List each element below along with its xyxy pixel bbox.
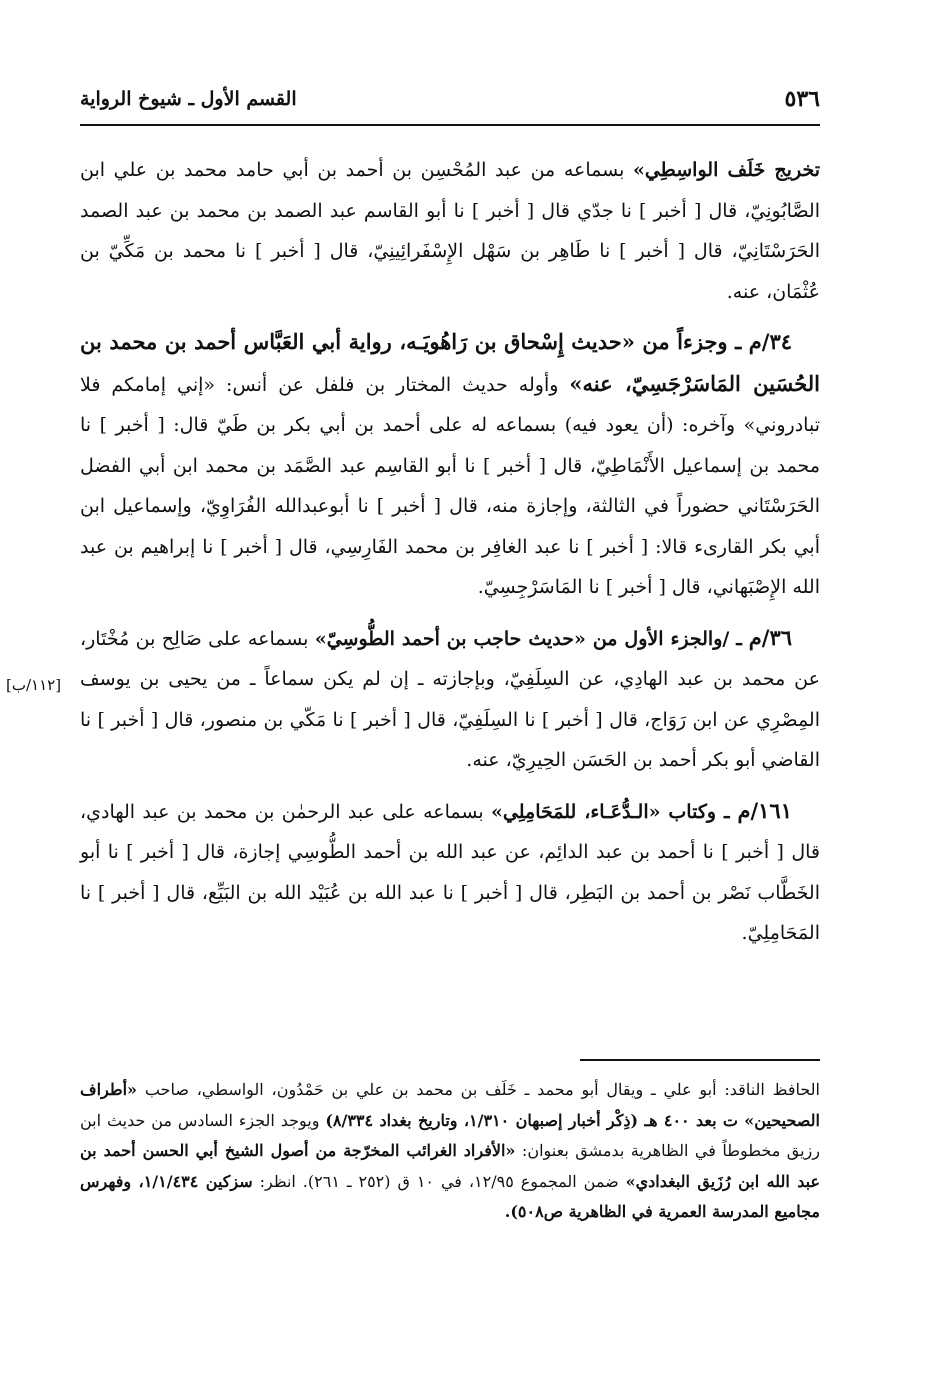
footnote-text-b: ويوجد الجزء السادس من حديث ابن رزيق مخطوطاً في الظاهرية بدمشق بعنوان: [80,1110,821,1160]
footnote-text-c: ضمن المجموع ١٢/٩٥، في ١٠ ق (٢٥٢ ـ ٢٦١). انظر: [252,1171,626,1191]
paragraph-4-number: ١٦١/م [737,797,792,823]
paragraph-4 [80,791,820,954]
paragraph-1-lead: تخريج خَلَف الواسِطِي» [632,159,820,181]
paragraph-4-text: بسماعه على عبد الرحمٰن بن محمد بن عبد الهادي، قال [ أخبر ] نا أحمد بن عبد الدائِم، عن عبد الله بن أحمد الطُّوسِي إجازة، قال [ أخبر ] نا أبو الخَطَّاب نَصْر بن أحمد بن البَطِر، قال [ أخبر ] نا عبد الله بن عُبَيْد الله بن البَيِّع، قال [ أخبر ] نا المَحَامِلِيّ. [80,800,820,944]
running-head: القسم الأول ـ شيوخ الرواية [80,88,297,110]
paragraph-4-lead: ـ وكتاب «الـدُّعَـاء، للمَحَامِلِي» [491,800,738,823]
paragraph-3-number: ٣٦/م [748,624,792,650]
footnote-rule [580,1059,820,1061]
page-header [80,86,820,120]
footnote [80,1075,820,1228]
header-rule [80,124,820,126]
paragraph-2-lead: ـ وجزءاً من «حديث إِسْحاق بن رَاهُويَـه، رواية أبي العَبَّاس أحمد بن محمد بن الحُسَين المَاسَرْجَسِيّ، عنه» [80,329,820,396]
footnote-bold-a: «أطراف الصحيحين» ت بعد ٤٠٠ هـ (ذِكْر أخبار إصبهان ١/٣١٠، وتاريخ بغداد ٨/٣٣٤) [80,1080,820,1130]
margin-folio-note: [١١٢/ب] [6,676,62,694]
paragraph-1 [80,150,820,312]
paragraph-1-text: بسماعه من عبد المُحْسِن بن أحمد بن أبي حامد محمد بن علي ابن الصَّابُونِيّ، قال [ أخبر ] نا جدّي قال [ أخبر ] نا أبو القاسم عبد الصمد بن محمد بن عبد الصمد الحَرَسْتَانِيّ، قال [ أخبر ] نا طَاهِر بن سَهْل الإِسْفَرائِينِيّ، قال [ أخبر ] نا محمد بن مَكِّيّ بن عُثْمَان، عنه. [80,159,820,303]
main-text [80,150,820,954]
footnote-bold-b: «الأفراد الغرائب المخرّجة من أصول الشيخ أبي الحسن أحمد بن عبد الله ابن رُزَيق البغدادي» [80,1141,820,1191]
paragraph-2-number: ٣٤/م [748,329,792,354]
page-number: ٥٣٦ [784,86,820,112]
paragraph-3 [80,618,820,781]
footnote-text-a: الحافظ الناقد: أبو علي ـ ويقال أبو محمد ـ خَلَف بن محمد بن علي بن حَمْدُون، الواسطي، صاحب [137,1080,820,1099]
paragraph-3-lead: ـ /والجزء الأول من «حديث حاجب بن أحمد الطُّوسِيّ» [314,627,749,650]
paragraph-2 [80,322,820,608]
paragraph-2-text: وأوله حديث المختار بن فلفل عن أنس: «إني إمامكم فلا تبادروني» وآخره: (أن يعود فيه) بسماعه له على أحمد بن أبي بكر بن طَيّ قال: [ أخبر ] نا محمد بن إسماعيل الأَنْمَاطِيّ، قال [ أخبر ] نا أبو القاسِم عبد الصَّمَد بن محمد ابن أبي الفضل الحَرَسْتَاني حضوراً في الثالثة، وإجازة منه، قال [ أخبر ] نا أبوعبدالله الفُرَاوِيّ، وإسماعيل ابن أبي بكر القارىء قالا: [ أخبر ] نا عبد الغافِر بن محمد الفَارِسِي، قال [ أخبر ] نا إبراهيم بن عبد الله الإِصْبَهاني، قال [ أخبر ] نا المَاسَرْجِسِيّ. [80,373,820,598]
paragraph-3-text: بسماعه على صَالِح بن مُخْتَار، عن محمد بن عبد الهادِي، عن السِلَفِيّ، وبإجازته ـ إن لم يكن سماعاً ـ من يحيى بن يوسف المِصْرِي عن ابن رَوَاج، قال [ أخبر ] نا السِلَفِيّ، قال [ أخبر ] نا مَكّي بن منصور، قال [ أخبر ] نا القاضي أبو بكر أحمد بن الحَسَن الحِيرِيّ، عنه. [80,627,820,771]
footnote-bold-c: سزكين ١/١/٤٣٤، وفهرس مجاميع المدرسة العمرية في الظاهرية ص٥٠٨). [80,1171,820,1221]
